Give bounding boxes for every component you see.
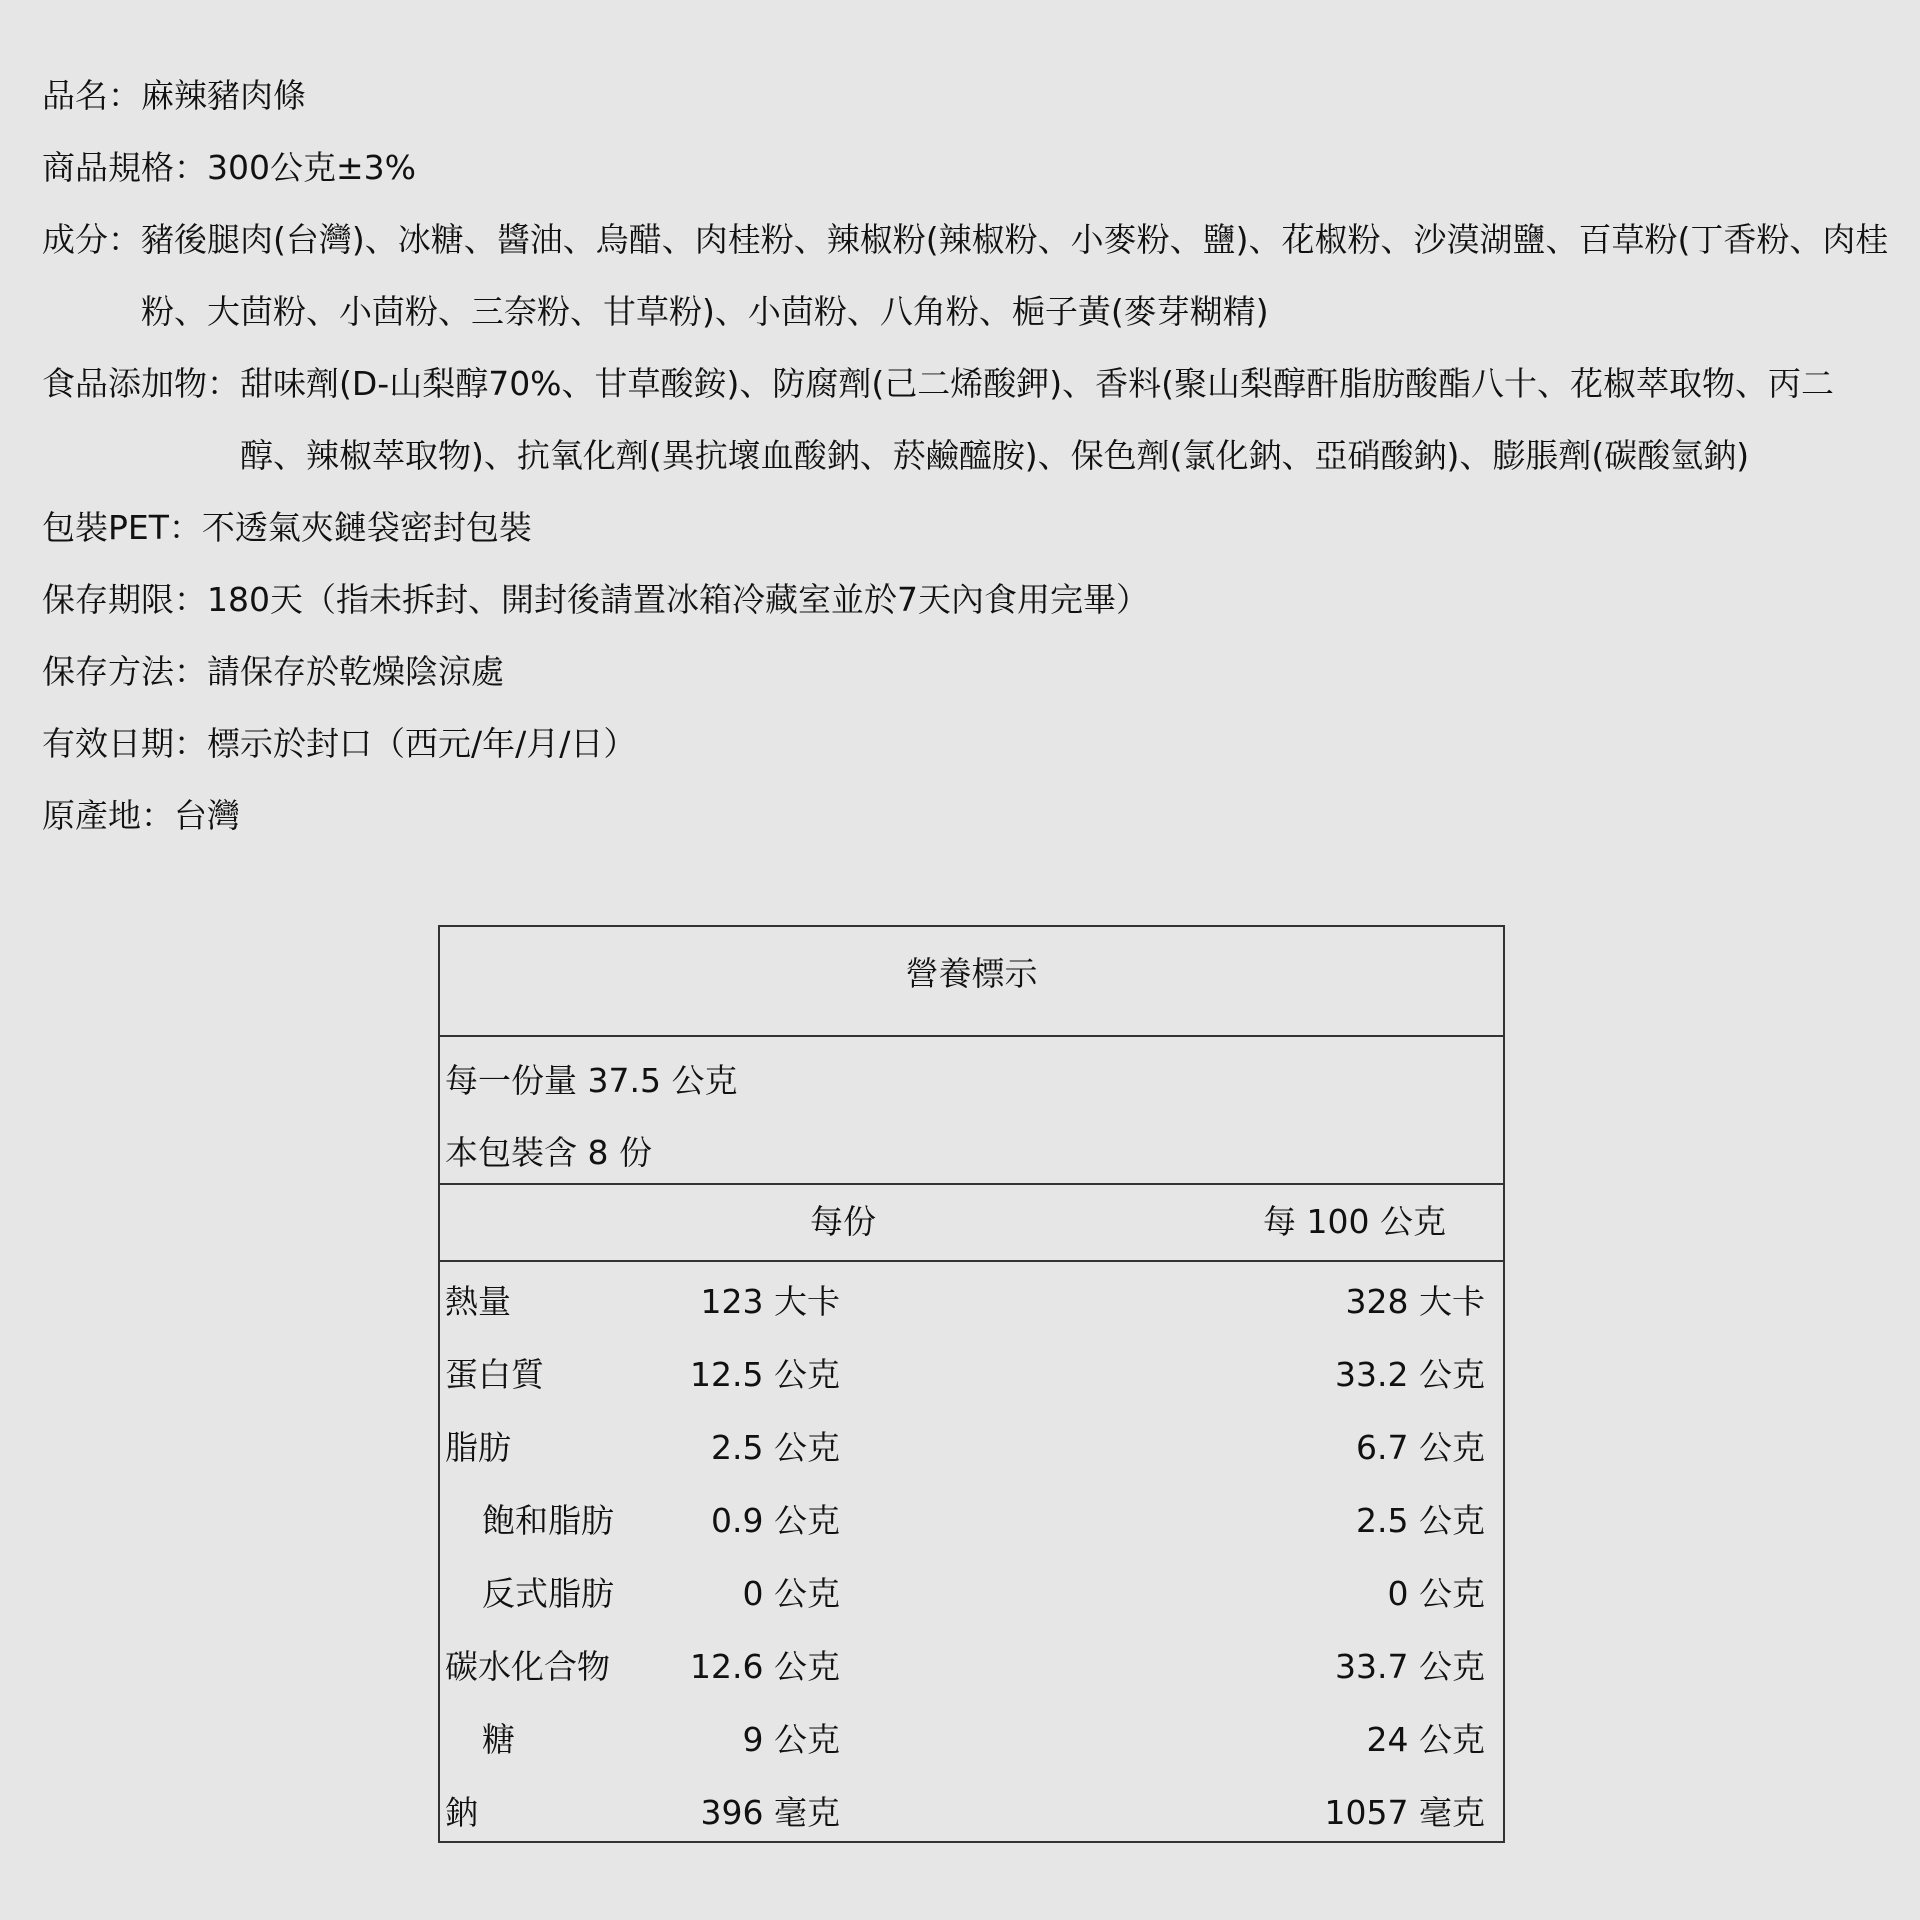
info-row-spec — [42, 132, 1892, 204]
per-100g-value: 24 公克 — [1366, 1720, 1485, 1759]
per-100g-value: 33.2 公克 — [1335, 1355, 1485, 1394]
info-value: 台灣 — [174, 796, 240, 835]
nutrient-name: 蛋白質 — [445, 1355, 544, 1394]
info-row-origin — [42, 780, 1892, 852]
header-per-serving: 每份 — [810, 1202, 876, 1241]
header-per-100g: 每 100 公克 — [1263, 1202, 1446, 1241]
per-100g-value: 2.5 公克 — [1356, 1501, 1485, 1540]
nutrient-name: 脂肪 — [445, 1428, 511, 1467]
servings-per-package: 本包裝含 8 份 — [445, 1133, 652, 1172]
per-serving-value: 2.5 公克 — [711, 1428, 840, 1467]
info-row-ingredients — [42, 204, 1892, 348]
info-value: 300公克±3% — [207, 148, 416, 187]
per-100g-value: 0 公克 — [1387, 1574, 1485, 1613]
info-row-shelf-life — [42, 564, 1892, 636]
info-label: 商品規格： — [42, 148, 207, 187]
info-label: 保存方法： — [42, 652, 207, 691]
info-label: 成分： — [42, 220, 141, 259]
info-value: 麻辣豬肉條 — [141, 76, 306, 115]
per-serving-value: 123 大卡 — [700, 1282, 840, 1321]
per-100g-value: 1057 毫克 — [1324, 1793, 1485, 1832]
info-value: 請保存於乾燥陰涼處 — [207, 652, 504, 691]
info-row-name — [42, 60, 1892, 132]
info-value: 180天（指未拆封、開封後請置冰箱冷藏室並於7天內食用完畢） — [207, 580, 1149, 619]
info-label: 品名： — [42, 76, 141, 115]
nutrient-name: 飽和脂肪 — [482, 1501, 614, 1540]
info-label: 保存期限： — [42, 580, 207, 619]
serving-size: 每一份量 37.5 公克 — [445, 1061, 738, 1100]
per-serving-value: 12.6 公克 — [690, 1647, 840, 1686]
per-serving-value: 396 毫克 — [700, 1793, 840, 1832]
nutrition-title: 營養標示 — [440, 927, 1503, 1037]
serving-info — [445, 1045, 737, 1189]
per-serving-value: 0 公克 — [742, 1574, 840, 1613]
info-label: 包裝PET： — [42, 508, 202, 547]
info-label: 有效日期： — [42, 724, 207, 763]
info-value: 不透氣夾鏈袋密封包裝 — [201, 508, 532, 547]
info-value: 甜味劑(D-山梨醇70%、甘草酸銨)、防腐劑(己二烯酸鉀)、香料(聚山梨醇酐脂肪酸酯八十、花椒萃取物、丙二醇、辣椒萃取物)、抗氧化劑(異抗壞血酸鈉、菸鹼醯胺)、保色劑(氯化鈉、亞硝酸鈉)、膨脹劑(碳酸氫鈉) — [240, 364, 1835, 475]
info-row-storage — [42, 636, 1892, 708]
nutrient-name: 鈉 — [445, 1793, 478, 1832]
nutrient-name: 碳水化合物 — [445, 1647, 610, 1686]
per-100g-value: 33.7 公克 — [1335, 1647, 1485, 1686]
info-value: 豬後腿肉(台灣)、冰糖、醬油、烏醋、肉桂粉、辣椒粉(辣椒粉、小麥粉、鹽)、花椒粉、沙漠湖鹽、百草粉(丁香粉、肉桂粉、大茴粉、小茴粉、三奈粉、甘草粉)、小茴粉、八角粉、梔子黃(麥芽糊精) — [141, 220, 1889, 331]
per-serving-value: 0.9 公克 — [711, 1501, 840, 1540]
info-value: 標示於封口（西元/年/月/日） — [207, 724, 637, 763]
per-100g-value: 328 大卡 — [1345, 1282, 1485, 1321]
per-serving-value: 9 公克 — [742, 1720, 840, 1759]
info-row-additives — [42, 348, 1892, 492]
product-info — [42, 60, 1892, 852]
info-label: 食品添加物： — [42, 364, 240, 403]
info-row-expiry — [42, 708, 1892, 780]
per-serving-value: 12.5 公克 — [690, 1355, 840, 1394]
divider — [440, 1260, 1503, 1262]
nutrient-name: 反式脂肪 — [482, 1574, 614, 1613]
info-label: 原產地： — [42, 796, 174, 835]
info-row-packaging — [42, 492, 1892, 564]
per-100g-value: 6.7 公克 — [1356, 1428, 1485, 1467]
nutrient-name: 熱量 — [445, 1282, 511, 1321]
nutrient-name: 糖 — [482, 1720, 515, 1759]
nutrition-facts-table — [438, 925, 1505, 1843]
